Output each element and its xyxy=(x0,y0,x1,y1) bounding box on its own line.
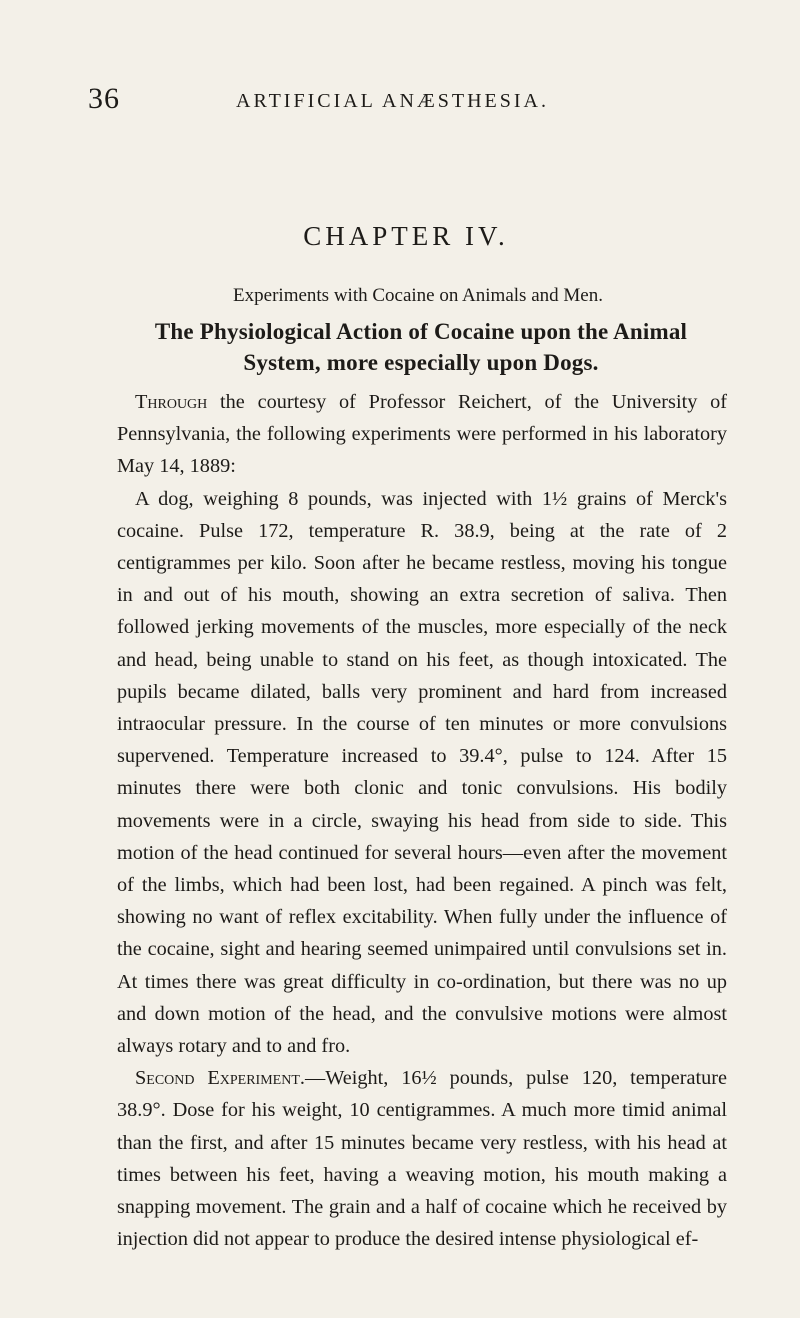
paragraph-3 xyxy=(117,1062,727,1255)
chapter-subtitle: Experiments with Cocaine on Animals and Men. xyxy=(233,285,603,306)
paragraph-1 xyxy=(117,386,727,483)
section-heading: The Physiological Action of Cocaine upon the Animal System, more especially upon Dogs. xyxy=(154,319,688,375)
paragraph-2 xyxy=(117,483,727,1063)
running-head xyxy=(88,82,728,122)
paragraph-1-text: the courtesy of Professor Reichert, of the University of Pennsylvania, the following experiments were performed in his laboratory May 14, 1889: xyxy=(117,391,727,478)
chapter-title: CHAPTER IV. xyxy=(303,221,509,251)
paragraph-3-lead: Second Experiment. xyxy=(135,1067,305,1090)
running-title: ARTIFICIAL ANÆSTHESIA. xyxy=(236,90,549,112)
body-text xyxy=(117,386,727,1255)
paragraph-2-text: A dog, weighing 8 pounds, was injected with 1½ grains of Merck's cocaine. Pulse 172, temperature R. 38.9, being at the rate of 2 centigrammes per kilo. Soon after he became restless, moving his tongue in and out of his mouth, showing an extra secretion of saliva. Then followed jerking movements of the muscles, more especially of the neck and head, being unable to stand on his feet, as though intoxicated. The pupils became dilated, balls very prominent and hard from increased intraocular pressure. In the course of ten minutes or more convulsions supervened. Temperature increased to 39.4°, pulse to 124. After 15 minutes there were both clonic and tonic convulsions. His bodily movements were in a circle, swaying his head from side to side. This motion of the head continued for several hours—even after the movement of the limbs, which had been lost, had been regained. A pinch was felt, showing no want of reflex excitability. When fully under the influence of the cocaine, sight and hearing seemed unimpaired until convulsions set in. At times there was great difficulty in co-ordination, but there was no up and down motion of the head, and the convulsive motions were almost always rotary and to and fro. xyxy=(117,487,727,1058)
paragraph-3-text: —Weight, 16½ pounds, pulse 120, temperature 38.9°. Dose for his weight, 10 centigrammes. A much more timid animal than the first, and after 15 minutes became very restless, with his head at times between his feet, having a weaving motion, his mouth making a snapping movement. The grain and a half of cocaine which he received by injection did not appear to produce the desired intense physiological ef- xyxy=(117,1067,727,1251)
page-number: 36 xyxy=(88,82,120,115)
paragraph-1-lead: Through xyxy=(135,391,208,413)
